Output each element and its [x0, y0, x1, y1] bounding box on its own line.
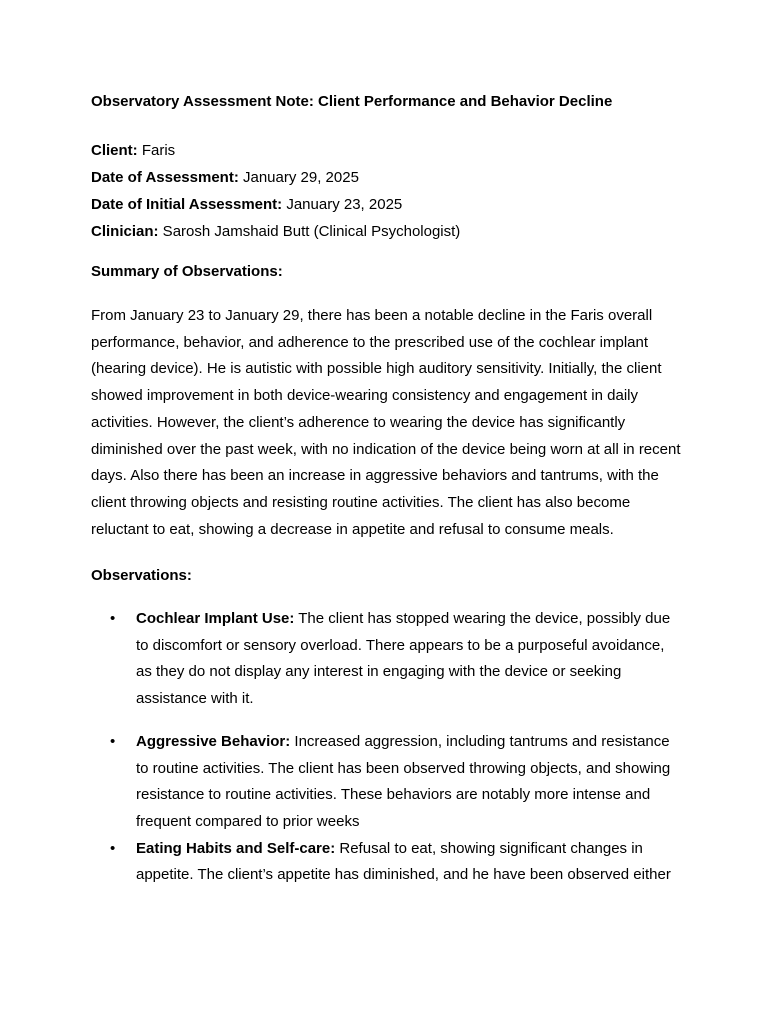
- observation-label: Cochlear Implant Use:: [136, 610, 295, 627]
- bullet-icon: •: [110, 732, 116, 750]
- meta-date-initial: [91, 191, 460, 218]
- observation-text: The client has stopped wearing the device, possibly due to discomfort or sensory overload. There appears to be a purposeful avoidance, as they do not display any interest in engaging with the device or seeking assistance with it.: [136, 610, 671, 708]
- summary-heading: Summary of Observations:: [91, 263, 283, 280]
- summary-paragraph: From January 23 to January 29, there has been a notable decline in the Faris overall performance, behavior, and adherence to the prescribed use of the cochlear implant (hearing device). He is autistic with possible high auditory sensitivity. Initially, the client showed improvement in both device-wearing consistency and engagement in daily activities. However, the client’s adherence to wearing the device has significantly diminished over the past week, with no indication of the device being worn at all in recent days. Also there has been an increase in aggressive behaviors and tantrums, with the client throwing objects and resisting routine activities. The client has also become reluctant to eat, showing a decrease in appetite and refusal to consume meals.: [91, 307, 681, 538]
- client-meta: [91, 137, 460, 245]
- meta-label: Date of Assessment:: [91, 169, 239, 186]
- meta-value: Sarosh Jamshaid Butt (Clinical Psychologist): [158, 223, 461, 240]
- observation-text: Refusal to eat, showing significant changes in appetite. The client’s appetite has diminished, and he have been observed either: [136, 839, 671, 884]
- document-title: Observatory Assessment Note: Client Performance and Behavior Decline: [91, 93, 613, 110]
- observations-heading: Observations:: [91, 567, 192, 584]
- observations-list: [91, 606, 691, 889]
- bullet-icon: •: [110, 839, 116, 857]
- meta-label: Date of Initial Assessment:: [91, 196, 283, 213]
- meta-value: January 29, 2025: [238, 169, 359, 186]
- bullet-icon: •: [110, 610, 116, 627]
- meta-date-assessment: [91, 164, 460, 191]
- list-item: [91, 729, 681, 836]
- observation-label: Aggressive Behavior:: [136, 732, 291, 750]
- observation-label: Eating Habits and Self-care:: [136, 839, 336, 857]
- meta-label: Clinician:: [91, 223, 159, 240]
- list-item: [91, 836, 681, 889]
- observation-text: Increased aggression, including tantrums and resistance to routine activities. The client has been observed throwing objects, and showing resistance to routine activities. These behaviors are notably more intense and frequent compared to prior weeks: [136, 732, 671, 830]
- meta-label: Client:: [91, 142, 138, 159]
- meta-client: [91, 137, 460, 164]
- meta-clinician: [91, 218, 460, 245]
- meta-value: Faris: [137, 142, 176, 159]
- meta-value: January 23, 2025: [282, 196, 403, 213]
- list-item: [91, 606, 681, 713]
